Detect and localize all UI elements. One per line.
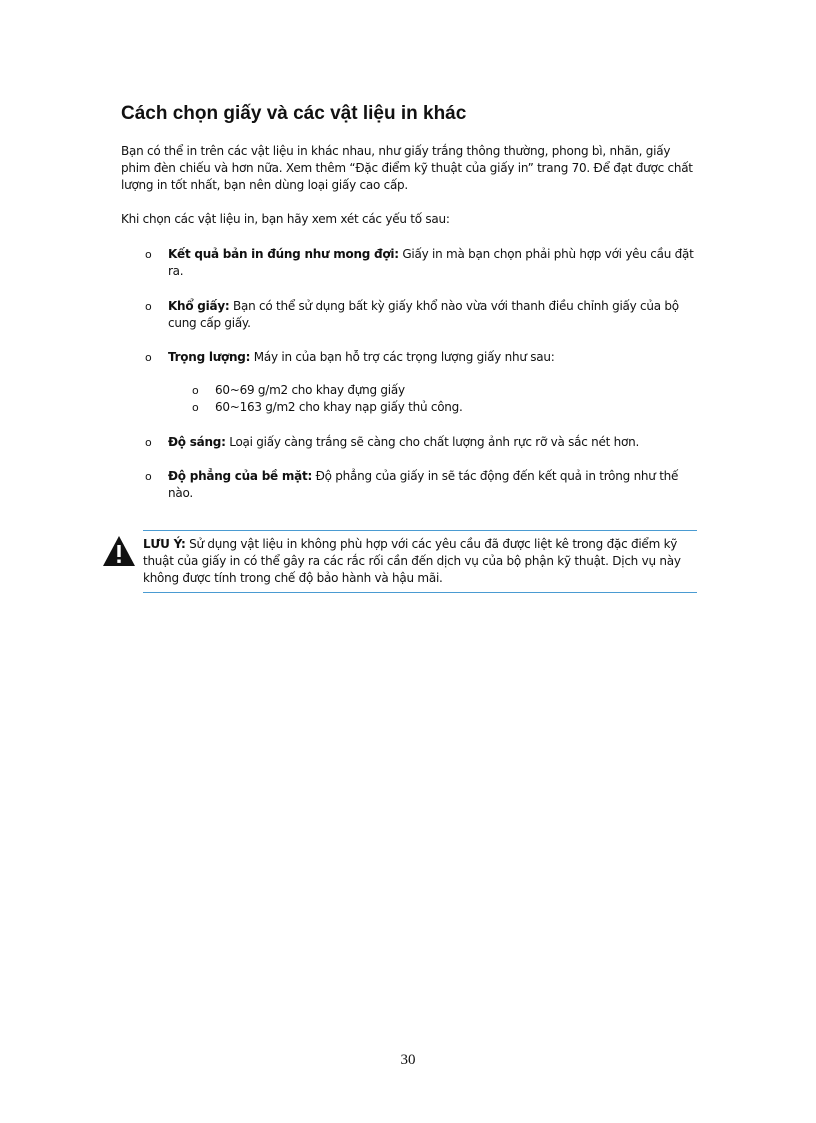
bullet-mark: o <box>145 248 152 261</box>
note-body: Sử dụng vật liệu in không phù hợp với các yêu cầu đã được liệt kê trong đặc điểm kỹ thuật của giấy in có thể gây ra các rắc rối cần đến dịch vụ của bộ phận kỹ thuật. Dịch vụ này không được tính trong chế độ bảo hành và hậu mãi. <box>143 537 681 585</box>
intro-paragraph: Bạn có thể in trên các vật liệu in khác nhau, như giấy trắng thông thường, phong bì, nhãn, giấy phim đèn chiếu và hơn nữa. Xem thêm “Đặc điểm kỹ thuật của giấy in” trang 70. Để đạt được chất lượng in tốt nhất, bạn nên dùng loại giấy cao cấp. <box>121 144 693 192</box>
sub-list-item-text: 60~163 g/m2 cho khay nạp giấy thủ công. <box>215 400 463 414</box>
list-item <box>145 246 705 280</box>
list-item <box>145 468 705 502</box>
lead-paragraph: Khi chọn các vật liệu in, bạn hãy xem xét các yếu tố sau: <box>121 212 450 226</box>
list-item-text: Độ phẳng của giấy in sẽ tác động đến kết quả in trông như thế nào. <box>168 469 679 500</box>
note-label: LƯU Ý: <box>143 537 186 551</box>
list-item <box>145 349 705 366</box>
list-item <box>145 434 705 451</box>
list-item-label: Kết quả bản in đúng như mong đợi: <box>168 247 399 261</box>
page-number: 30 <box>400 1052 416 1068</box>
note-text <box>143 536 699 587</box>
list-item-label: Trọng lượng: <box>168 350 251 364</box>
bullet-mark: o <box>192 401 199 414</box>
bullet-mark: o <box>145 300 152 313</box>
sub-list-item-text: 60~69 g/m2 cho khay đựng giấy <box>215 383 405 397</box>
bullet-mark: o <box>192 384 199 397</box>
sub-list-item <box>192 399 672 416</box>
list-item-text: Giấy in mà bạn chọn phải phù hợp với yêu cầu đặt ra. <box>168 247 694 278</box>
warning-triangle-icon <box>102 535 136 567</box>
list-item-label: Độ sáng: <box>168 435 226 449</box>
note-bottom-rule <box>143 592 697 593</box>
page-title: Cách chọn giấy và các vật liệu in khác <box>121 103 467 124</box>
list-item-text: Bạn có thể sử dụng bất kỳ giấy khổ nào vừa với thanh điều chỉnh giấy của bộ cung cấp giấy. <box>168 299 679 330</box>
list-item <box>145 298 705 332</box>
bullet-mark: o <box>145 436 152 449</box>
list-item-label: Độ phẳng của bề mặt: <box>168 469 312 483</box>
sub-list-item <box>192 382 672 399</box>
note-top-rule <box>143 530 697 531</box>
list-item-text: Loại giấy càng trắng sẽ càng cho chất lượng ảnh rực rỡ và sắc nét hơn. <box>225 435 640 449</box>
list-item-label: Khổ giấy: <box>168 299 230 313</box>
bullet-mark: o <box>145 351 152 364</box>
list-item-text: Máy in của bạn hỗ trợ các trọng lượng giấy như sau: <box>250 350 555 364</box>
bullet-mark: o <box>145 470 152 483</box>
